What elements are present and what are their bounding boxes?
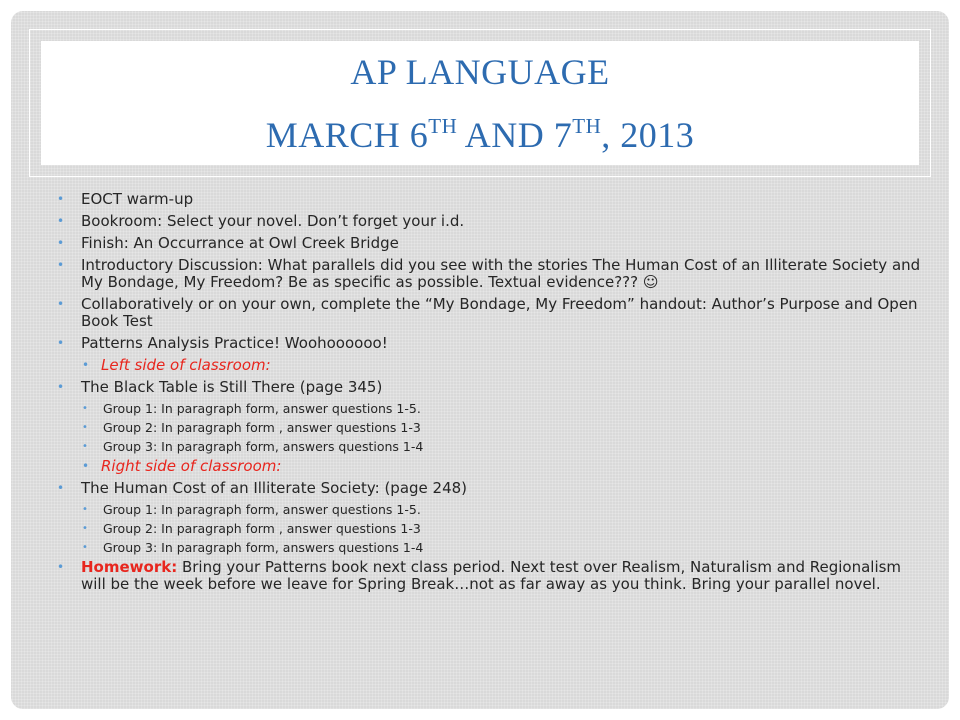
bullet-homework (56, 559, 926, 593)
title-panel (41, 41, 919, 165)
sub-bullet-left-group-3: • Group 3: In paragraph form, answers questions 1-4 (56, 439, 926, 454)
homework-text: Bring your Patterns book next class period. Next test over Realism, Naturalism and Regionalism will be the week before we leave for Spring Break…not as far away as you think. Bring your parallel novel. (81, 558, 902, 593)
title-date-part-3: , 2013 (601, 114, 695, 155)
bullet-eoct-warmup: • EOCT warm-up (56, 191, 926, 208)
title-line-1: AP LANGUAGE (350, 51, 610, 92)
sub-bullet-right-group-3: • Group 3: In paragraph form, answers questions 1-4 (56, 540, 926, 555)
bullet-left-side: • Left side of classroom: (56, 357, 926, 374)
sub-bullet-left-group-2: • Group 2: In paragraph form , answer questions 1-3 (56, 420, 926, 435)
bullet-patterns-practice: • Patterns Analysis Practice! Woohoooooo! (56, 335, 926, 352)
sub-bullet-right-group-1: • Group 1: In paragraph form, answer questions 1-5. (56, 502, 926, 517)
bullet-list (56, 191, 926, 598)
slide (11, 11, 949, 709)
bullet-black-table: • The Black Table is Still There (page 345) (56, 379, 926, 396)
title-date-part-1: MARCH 6 (265, 114, 429, 155)
title-date-part-2: AND 7 (457, 114, 573, 155)
title-line-2 (266, 99, 695, 162)
homework-label: Homework: (81, 558, 178, 576)
sub-bullet-right-group-2: • Group 2: In paragraph form , answer questions 1-3 (56, 521, 926, 536)
bullet-collaborative: • Collaboratively or on your own, complete the “My Bondage, My Freedom” handout: Author’s Purpose and Open Book Test (56, 296, 926, 330)
bullet-human-cost: • The Human Cost of an Illiterate Society: (page 248) (56, 480, 926, 497)
bullet-right-side: • Right side of classroom: (56, 458, 926, 475)
bullet-introductory-discussion: • Introductory Discussion: What parallels did you see with the stories The Human Cost of an Illiterate Society and My Bondage, My Freedom? Be as specific as possible. Textual evidence??? ☺ (56, 257, 926, 291)
sub-bullet-left-group-1: • Group 1: In paragraph form, answer questions 1-5. (56, 401, 926, 416)
title-frame (29, 29, 931, 177)
title-superscript-2: TH (572, 113, 602, 138)
title-superscript-1: TH (428, 113, 458, 138)
bullet-bookroom: • Bookroom: Select your novel. Don’t forget your i.d. (56, 213, 926, 230)
bullet-finish: • Finish: An Occurrance at Owl Creek Bridge (56, 235, 926, 252)
